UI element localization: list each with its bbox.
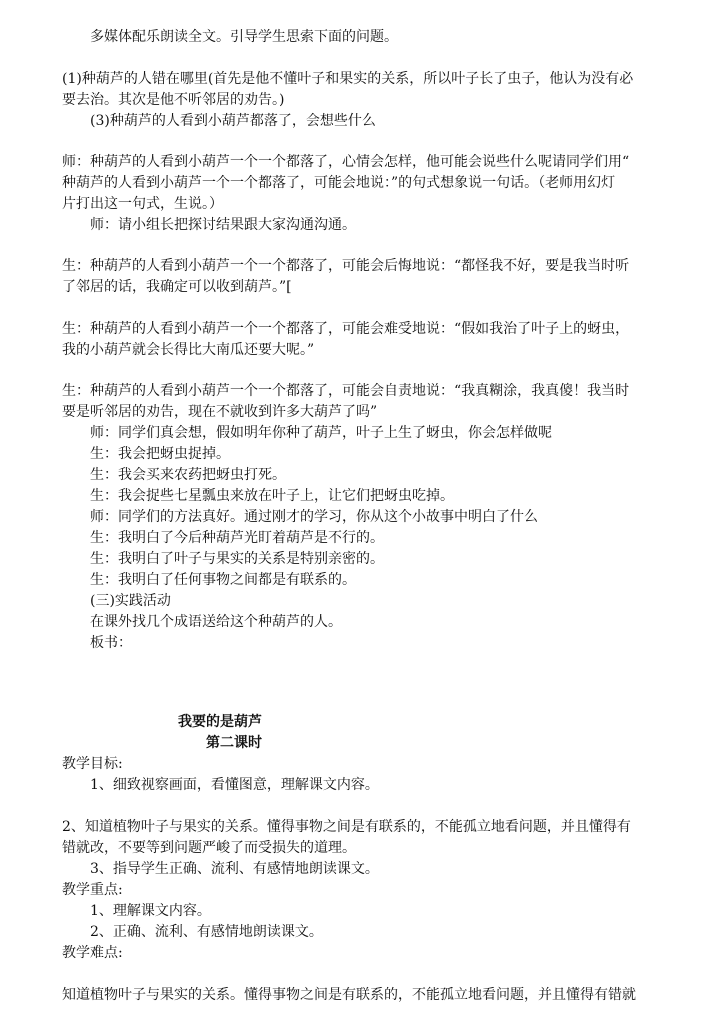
- text-line: 1、理解课文内容。: [90, 903, 211, 919]
- text-line: 师：同学们真会想，假如明年你种了葫芦，叶子上生了蚜虫，你会怎样做呢: [90, 425, 552, 441]
- text-line: 教学目标:: [62, 756, 123, 772]
- text-line: 了邻居的话，我确定可以收到葫芦。”[: [62, 279, 292, 295]
- text-line: 师：请小组长把探讨结果跟大家沟通沟通。: [90, 217, 356, 233]
- text-line: 生：我会捉些七星瓢虫来放在叶子上，让它们把蚜虫吃掉。: [90, 488, 454, 504]
- text-line: 生：我明白了叶子与果实的关系是特别亲密的。: [90, 551, 384, 567]
- text-line: 2、知道植物叶子与果实的关系。懂得事物之间是有联系的，不能孤立地看问题，并且懂得有: [62, 819, 631, 835]
- text-line: 师：种葫芦的人看到小葫芦一个一个都落了，心情会怎样，他可能会说些什么呢请同学们用“: [62, 154, 630, 170]
- text-line: 师：同学们的方法真好。通过刚才的学习，你从这个小故事中明白了什么: [90, 509, 538, 525]
- text-line: 在课外找几个成语送给这个种葫芦的人。: [90, 614, 342, 630]
- text-line: 要是听邻居的劝告，现在不就收到许多大葫芦了吗”: [62, 404, 378, 420]
- text-line: 生：我会把蚜虫捉掉。: [90, 446, 230, 462]
- text-line: 错就改，不要等到问题严峻了而受损失的道理。: [62, 840, 356, 856]
- section-subtitle: 第二课时: [206, 735, 262, 751]
- text-line: 3、指导学生正确、流利、有感情地朗读课文。: [90, 861, 379, 877]
- text-line: 片打出这一句式，生说。）: [62, 196, 223, 212]
- text-line: 生：种葫芦的人看到小葫芦一个一个都落了，可能会后悔地说：“都怪我不好，要是我当时听: [62, 258, 630, 274]
- text-line: 我的小葫芦就会长得比大南瓜还要大呢。”: [62, 342, 315, 358]
- text-line: 板书：: [90, 635, 132, 651]
- text-line: 要去治。其次是他不听邻居的劝告。): [62, 92, 285, 108]
- text-line: 教学重点:: [62, 882, 123, 898]
- text-line: 生：我会买来农药把蚜虫打死。: [90, 467, 286, 483]
- text-line: (三)实践活动: [90, 593, 171, 609]
- text-line: 生：种葫芦的人看到小葫芦一个一个都落了，可能会自责地说：“我真糊涂，我真傻！我当时: [62, 383, 630, 399]
- text-line: 生：我明白了今后种葫芦光盯着葫芦是不行的。: [90, 530, 384, 546]
- text-line: 多媒体配乐朗读全文。引导学生思索下面的问题。: [90, 29, 398, 45]
- text-line: 教学难点:: [62, 945, 123, 961]
- text-line: (1)种葫芦的人错在哪里(首先是他不懂叶子和果实的关系，所以叶子长了虫子，他认为没有必: [62, 71, 634, 87]
- text-line: (3)种葫芦的人看到小葫芦都落了，会想些什么: [90, 113, 376, 129]
- text-line: 1、细致视察画面，看懂图意，理解课文内容。: [90, 777, 379, 793]
- text-line: 知道植物叶子与果实的关系。懂得事物之间是有联系的，不能孤立地看问题，并且懂得有错就: [62, 987, 636, 1003]
- section-title: 我要的是葫芦: [178, 714, 262, 730]
- text-line: 2、正确、流利、有感情地朗读课文。: [90, 924, 323, 940]
- text-line: 生：我明白了任何事物之间都是有联系的。: [90, 572, 356, 588]
- text-line: 种葫芦的人看到小葫芦一个一个都落了，可能会地说：”的句式想象说一句话。（老师用幻灯: [62, 175, 616, 191]
- text-line: 生：种葫芦的人看到小葫芦一个一个都落了，可能会难受地说：“假如我治了叶子上的蚜虫，: [62, 321, 630, 337]
